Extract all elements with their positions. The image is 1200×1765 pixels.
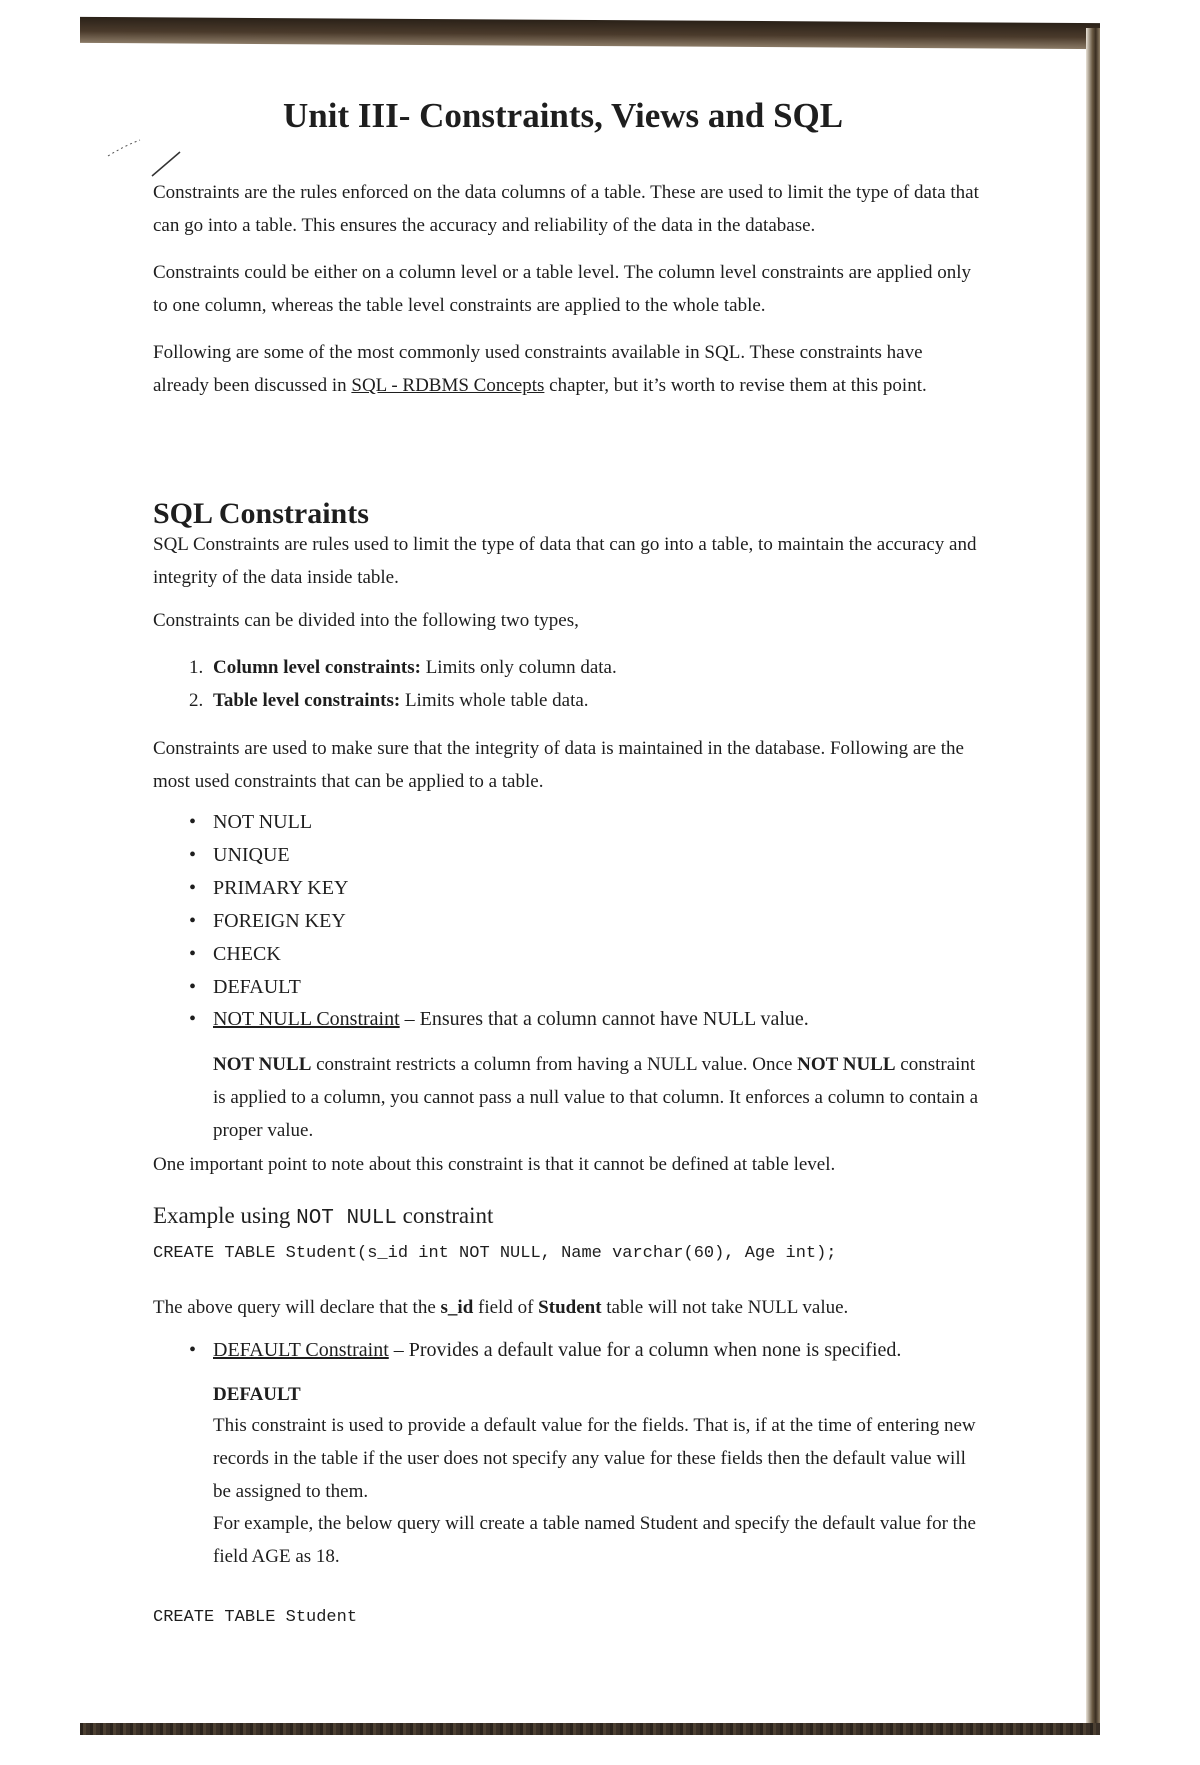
default-code-example: CREATE TABLE Student bbox=[153, 1608, 358, 1627]
intro-paragraph-3-tail: chapter, but it’s worth to revise them at this point. bbox=[544, 375, 927, 396]
default-constraint-link[interactable]: DEFAULT Constraint bbox=[213, 1339, 389, 1361]
page-right-edge bbox=[1086, 28, 1100, 1728]
list-item: • DEFAULT bbox=[189, 976, 301, 998]
notnull-note: One important point to note about this constraint is that it cannot be defined at table level. bbox=[153, 1154, 836, 1175]
notnull-explanation: The above query will declare that the s_id field of Student table will not take NULL value. bbox=[153, 1297, 849, 1318]
rdbms-concepts-link[interactable]: SQL - RDBMS Concepts bbox=[351, 375, 545, 396]
section-paragraph-1: SQL Constraints are rules used to limit the type of data that can go into a table, to maintain the accuracy and integrity of the data inside table. bbox=[153, 534, 977, 588]
list-item: • FOREIGN KEY bbox=[189, 910, 346, 932]
example-heading: Example using NOT NULL constraint bbox=[153, 1203, 494, 1230]
default-bullet: • DEFAULT Constraint – Provides a default value for a column when none is specified. bbox=[189, 1339, 902, 1361]
pen-tick-mark bbox=[106, 120, 186, 180]
default-paragraph-1: This constraint is used to provide a default value for the fields. That is, if at the time of entering new records in the table if the user does not specify any value for these fields then the default value will be assigned to them. bbox=[213, 1415, 976, 1502]
list-item: 1. Column level constraints: Limits only column data. bbox=[189, 657, 617, 678]
section-paragraph-3: Constraints are used to make sure that the integrity of data is maintained in the database. Following are the most used constraints that can be applied to a table. bbox=[153, 738, 964, 792]
list-item: • CHECK bbox=[189, 943, 281, 965]
page-top-edge bbox=[80, 17, 1100, 49]
default-description: – Provides a default value for a column when none is specified. bbox=[388, 1339, 902, 1361]
notnull-detail: NOT NULL constraint restricts a column from having a NULL value. Once NOT NULL constraint is applied to a column, you cannot pass a null value to that column. It enforces a column to contain a proper value. bbox=[213, 1054, 979, 1141]
intro-paragraph-1: Constraints are the rules enforced on the data columns of a table. These are used to limit the type of data that can go into a table. This ensures the accuracy and reliability of the data in the database. bbox=[153, 182, 979, 236]
section-heading: SQL Constraints bbox=[153, 496, 369, 530]
default-heading: DEFAULT bbox=[213, 1384, 301, 1405]
page-bottom-edge bbox=[80, 1723, 1100, 1735]
constraint-types-list bbox=[189, 651, 617, 717]
default-paragraph-2: For example, the below query will create a table named Student and specify the default value for the field AGE as 18. bbox=[213, 1513, 976, 1567]
intro-paragraph-3 bbox=[153, 336, 983, 402]
list-item: 2. Table level constraints: Limits whole table data. bbox=[189, 690, 589, 711]
intro-paragraph-3-text: Following are some of the most commonly used constraints available in SQL. These constraints have already been discussed in bbox=[153, 342, 923, 396]
notnull-description: – Ensures that a column cannot have NULL value. bbox=[399, 1008, 809, 1030]
list-item: • NOT NULL bbox=[189, 811, 313, 833]
notnull-code-example: CREATE TABLE Student(s_id int NOT NULL, Name varchar(60), Age int); bbox=[153, 1244, 837, 1263]
section-paragraph-2: Constraints can be divided into the following two types, bbox=[153, 610, 579, 631]
notnull-constraint-link[interactable]: NOT NULL Constraint bbox=[213, 1008, 400, 1030]
list-item: • PRIMARY KEY bbox=[189, 877, 349, 899]
notnull-bullet: • NOT NULL Constraint – Ensures that a column cannot have NULL value. bbox=[189, 1008, 809, 1030]
list-item: • UNIQUE bbox=[189, 844, 290, 866]
constraints-list bbox=[189, 806, 348, 1004]
page-title: Unit III- Constraints, Views and SQL bbox=[283, 96, 844, 135]
intro-paragraph-2: Constraints could be either on a column level or a table level. The column level constraints are applied only to one column, whereas the table level constraints are applied to the whole table. bbox=[153, 262, 971, 316]
